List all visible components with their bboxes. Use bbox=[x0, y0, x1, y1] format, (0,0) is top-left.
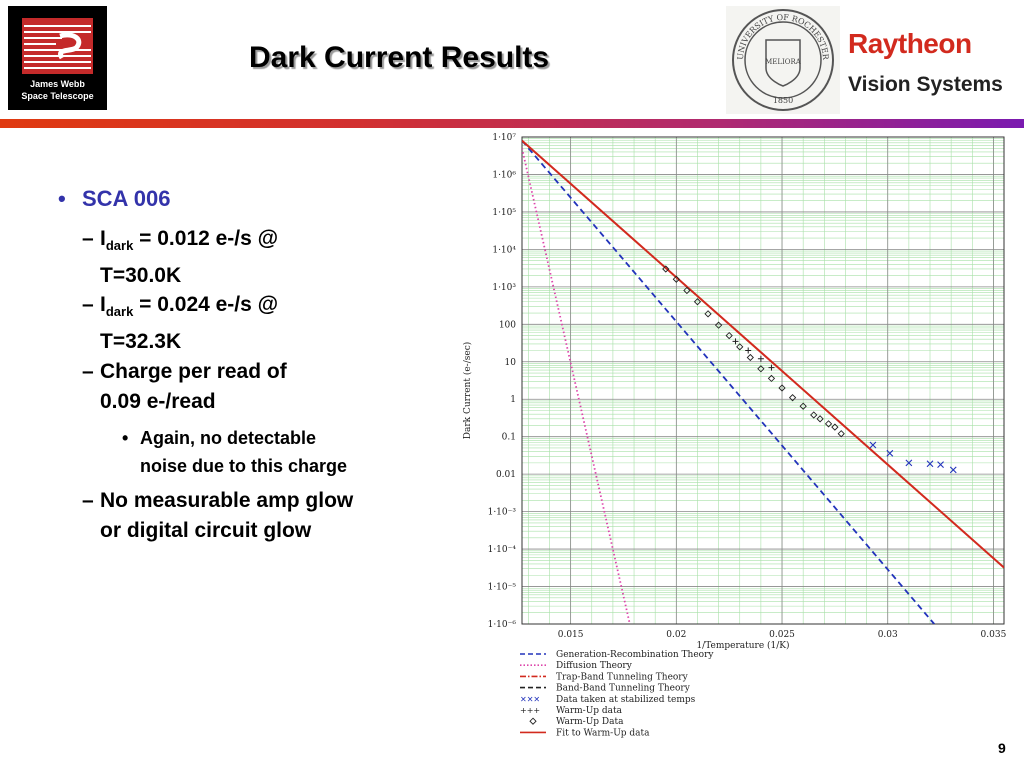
bullet-idark-2: – $I_{dark} = 0.024$ e-/s @ T=32.3K bbox=[82, 293, 279, 354]
idark1-sub: dark bbox=[105, 238, 134, 254]
page-title: Dark Current Results bbox=[249, 41, 550, 74]
idark1-symbol: I bbox=[100, 227, 106, 250]
legend-label: Warm-Up data bbox=[556, 706, 623, 716]
jwst-logo bbox=[8, 6, 107, 110]
bullet-glow: – No measurable amp glow or digital circuit glow bbox=[82, 489, 354, 542]
idark2-symbol: I bbox=[100, 293, 106, 316]
y-tick-label: 1·10⁻³ bbox=[487, 507, 516, 518]
y-tick-label: 1·10³ bbox=[492, 282, 516, 293]
bullet-again: • Again, no detectable noise due to this charge bbox=[122, 428, 348, 476]
y-tick-label: 1·10⁻⁶ bbox=[487, 620, 516, 630]
raytheon-logo: Raytheon bbox=[848, 28, 972, 59]
charge-line2: 0.09 e-/read bbox=[100, 390, 216, 413]
university-seal bbox=[726, 6, 840, 114]
bullet-sca-text: SCA 006 bbox=[82, 186, 171, 211]
legend-label: Band-Band Tunneling Theory bbox=[556, 683, 690, 694]
idark1-value: = 0.012 e-/s @ bbox=[133, 227, 279, 250]
y-tick-label: 1·10⁷ bbox=[492, 133, 516, 143]
y-tick-label: 1·10⁴ bbox=[492, 245, 516, 256]
bullet-charge: – Charge per read of 0.09 e-/read bbox=[82, 360, 287, 413]
seal-motto: MELIORA bbox=[765, 58, 801, 66]
y-tick-label: 1·10⁶ bbox=[492, 170, 516, 181]
dark-current-chart bbox=[460, 128, 1010, 743]
legend-label: Diffusion Theory bbox=[556, 661, 632, 672]
y-tick-label: 1·10⁵ bbox=[492, 207, 516, 218]
legend-label: Generation-Recombination Theory bbox=[556, 650, 714, 660]
seal-year: 1850 bbox=[772, 96, 794, 105]
glow-line2: or digital circuit glow bbox=[100, 519, 312, 542]
vision-systems-label: Vision Systems bbox=[848, 73, 1003, 96]
legend-label: Warm-Up Data bbox=[556, 717, 624, 728]
legend-label: Data taken at stabilized temps bbox=[556, 694, 696, 705]
y-tick-label: 1 bbox=[510, 395, 516, 406]
y-axis-label: Dark Current (e-/sec) bbox=[463, 341, 473, 440]
jwst-logo-line2: Space Telescope bbox=[21, 91, 94, 101]
idark1-temp: T=30.0K bbox=[100, 264, 182, 288]
x-tick-label: 0.03 bbox=[877, 630, 898, 640]
y-tick-label: 0.01 bbox=[495, 470, 516, 481]
legend-symbol bbox=[530, 718, 536, 724]
y-tick-label: 100 bbox=[498, 320, 516, 331]
page-number: 9 bbox=[998, 740, 1006, 756]
jwst-logo-line1: James Webb bbox=[30, 79, 85, 89]
idark2-value: = 0.024 e-/s @ bbox=[133, 293, 279, 316]
x-tick-label: 0.025 bbox=[769, 630, 795, 640]
again-line1: Again, no detectable bbox=[140, 428, 317, 448]
y-tick-label: 1·10⁻⁵ bbox=[487, 582, 516, 593]
legend-label: Trap-Band Tunneling Theory bbox=[556, 672, 688, 683]
legend-symbol: +++ bbox=[520, 706, 541, 715]
header-divider bbox=[0, 119, 1024, 128]
x-axis-label: 1/Temperature (1/K) bbox=[696, 641, 790, 651]
idark2-sub: dark bbox=[105, 304, 134, 320]
charge-line1: Charge per read of bbox=[100, 360, 287, 383]
again-line2: noise due to this charge bbox=[140, 456, 348, 476]
idark2-temp: T=32.3K bbox=[100, 330, 182, 354]
x-tick-label: 0.035 bbox=[980, 630, 1007, 640]
y-tick-label: 1·10⁻⁴ bbox=[487, 545, 516, 556]
jwst-logo-art bbox=[22, 18, 93, 74]
x-tick-label: 0.015 bbox=[557, 630, 584, 640]
glow-line1: No measurable amp glow bbox=[100, 489, 354, 512]
x-tick-label: 0.02 bbox=[666, 630, 687, 640]
legend-symbol: ✕✕✕ bbox=[520, 694, 541, 704]
y-tick-label: 10 bbox=[504, 357, 516, 368]
legend-label: Fit to Warm-Up data bbox=[556, 728, 650, 739]
y-tick-label: 0.1 bbox=[501, 432, 516, 443]
bullet-idark-1: – $I_{dark} = 0.012$ e-/s @ T=30.0K bbox=[82, 227, 279, 288]
seal-ring-text: UNIVERSITY OF ROCHESTER bbox=[735, 12, 831, 61]
